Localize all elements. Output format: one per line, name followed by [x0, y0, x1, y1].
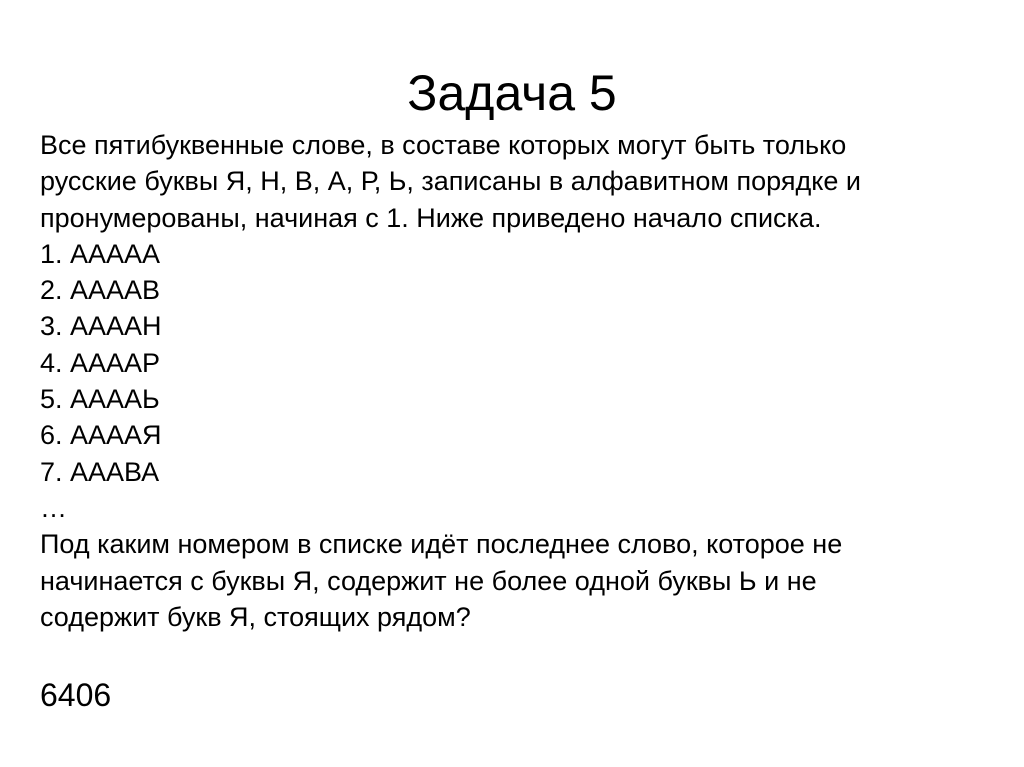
list-item: 3. ААААН — [40, 311, 162, 342]
list-item: 6. ААААЯ — [40, 420, 162, 451]
answer: 6406 — [40, 677, 112, 713]
list-item: 7. АААВА — [40, 456, 160, 487]
question-line: содержит букв Я, стоящих рядом? — [40, 601, 471, 632]
list-item: 1. ААААА — [40, 238, 161, 269]
question-line: начинается с буквы Я, содержит не более одной буквы Ь и не — [40, 565, 817, 596]
list-item: 2. ААААВ — [40, 275, 161, 306]
slide-title: Задача 5 — [407, 65, 617, 121]
intro-line: русские буквы Я, Н, В, А, Р, Ь, записаны в алфавитном порядке и — [40, 166, 861, 197]
intro-line: пронумерованы, начиная с 1. Ниже приведено начало списка. — [40, 202, 822, 233]
question-line: Под каким номером в списке идёт последнее слово, которое не — [40, 529, 843, 560]
task-body — [40, 127, 1000, 635]
intro-line: Все пятибуквенные слове, в составе которых могут быть только — [40, 130, 847, 160]
list-item: 5. ААААЬ — [40, 384, 160, 415]
ellipsis: … — [40, 492, 67, 523]
list-item: 4. ААААР — [40, 347, 161, 378]
